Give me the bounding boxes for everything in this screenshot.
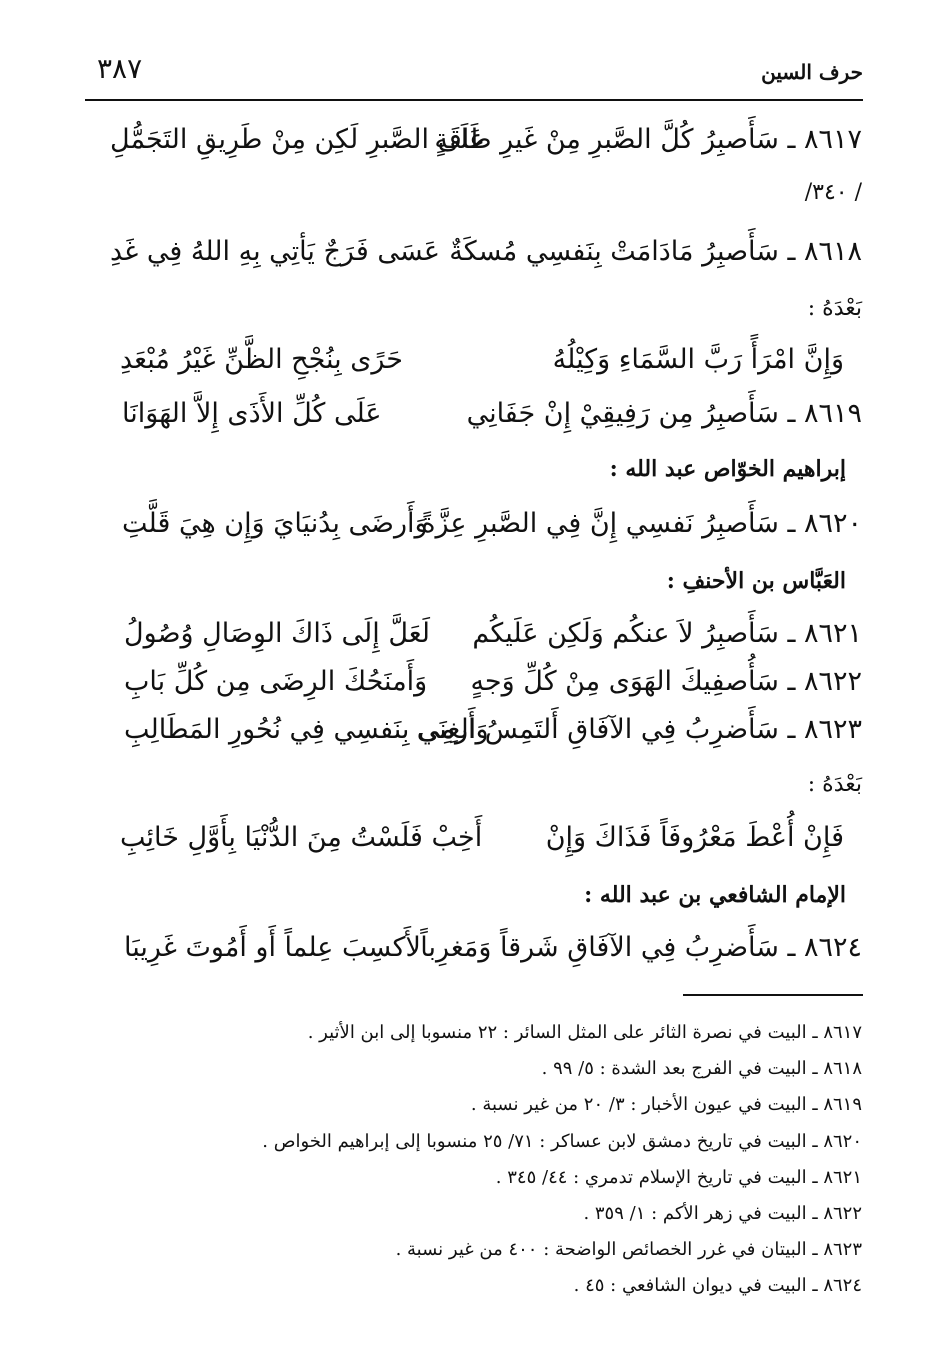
footnote: ٨٦١٨ ـ البيت في الفرج بعد الشدة : ٥/ ٩٩ .: [541, 1058, 862, 1079]
poet-attribution: العَبَّاس بن الأحنفِ :: [666, 568, 846, 594]
footnote: ٨٦٢٢ ـ البيت في زهر الأكم : ١/ ٣٥٩ .: [583, 1203, 862, 1224]
verse-8618-second-hemistich: عَسَى فَرَجٌ يَأتِي بِهِ اللهُ فِي غَدِ: [110, 236, 441, 267]
verse-8624-second-hemistich: لأَكسِبَ عِلماً أَو أَمُوتَ غَرِيبَا: [124, 932, 421, 963]
label-afterward: بَعْدَهُ :: [807, 772, 862, 797]
footnote: ٨٦٢١ ـ البيت في تاريخ الإسلام تدمري : ٤٤/ ٣٤٥ .: [495, 1167, 862, 1188]
verse-8623-second-hemistich: وَأَرمِي بِنَفسِي فِي نُحُورِ المَطَالِبِ: [124, 714, 489, 745]
verse-8621-second-hemistich: لَعَلَّ إِلَى ذَاكَ الوِصَالِ وُصُولُ: [124, 618, 431, 649]
verse-8619-first-hemistich: ٨٦١٩ ـ سَأَصبِرُ مِن رَفِيقِيْ إِنْ جَفَانِي: [466, 398, 862, 429]
verse-8622-second-hemistich: وَأَمنَحُكَ الرِضَى مِن كُلِّ بَابِ: [124, 666, 428, 697]
footnote: ٨٦٢٤ ـ البيت في ديوان الشافعي : ٤٥ .: [573, 1275, 862, 1296]
verse-8621-first-hemistich: ٨٦٢١ ـ سَأَصبِرُ لاَ عنكُم وَلَكِن عَلَيكُم: [472, 618, 862, 649]
verse-8623-first-hemistich: ٨٦٢٣ ـ سَأَضرِبُ فِي الآفَاقِ أَلتَمِسُ الغِنَى: [416, 714, 862, 745]
verse-8622-first-hemistich: ٨٦٢٢ ـ سَأُصفِيكَ الهَوَى مِنْ كُلِّ وَجهٍ: [470, 666, 862, 697]
verse-extra-second-hemistich: حَرًى بِنُجْحِ الظَّنِّ غَيْرُ مُبْعَدِ: [120, 344, 403, 375]
verse-8620-first-hemistich: ٨٦٢٠ ـ سَأَصبِرُ نَفسِي إِنَّ فِي الصَّبرِ عِزَّةً: [421, 508, 862, 539]
verse-8618-first-hemistich: ٨٦١٨ ـ سَأَصبِرُ مَادَامَتْ بِنَفسِي مُسكَةٌ: [449, 236, 862, 267]
page-header: [85, 52, 863, 96]
verse-8617-first-hemistich: ٨٦١٧ ـ سَأَصبِرُ كُلَّ الصَّبرِ مِنْ غَيرِ طَاقَةٍ: [434, 124, 862, 155]
footnote: ٨٦٢٠ ـ البيت في تاريخ دمشق لابن عساكر : ٧١/ ٢٥ منسوبا إلى إبراهيم الخواص .: [262, 1131, 862, 1152]
page-reference: / ٣٤٠/: [804, 180, 862, 205]
page-number: ٣٨٧: [97, 52, 143, 85]
header-rule: [85, 99, 863, 101]
verse-8624-first-hemistich: ٨٦٢٤ ـ سَأَضرِبُ فِي الآفَاقِ شَرقاً وَمَغرِباً: [420, 932, 862, 963]
footnote-rule: [683, 994, 863, 996]
chapter-title: حرف السين: [761, 60, 863, 84]
label-afterward: بَعْدَهُ :: [807, 296, 862, 321]
poet-attribution: الإمام الشافعي بن عبد الله :: [584, 882, 846, 908]
verse-8619-second-hemistich: عَلَى كُلِّ الأَذَى إِلاَّ الهَوَانَا: [122, 398, 382, 429]
verse-8617-second-hemistich: عَلَى الصَّبرِ لَكِن مِنْ طَرِيقِ التَجَمُّلِ: [110, 124, 486, 155]
footnote: ٨٦١٧ ـ البيت في نصرة الثائر على المثل السائر : ٢٢ منسوبا إلى ابن الأثير .: [307, 1022, 862, 1043]
verse-extra-first-hemistich: وَإِنَّ امْرَأً رَبَّ السَّمَاءِ وَكِيْلُهُ: [552, 344, 844, 375]
verse-extra-first-hemistich: فَإِنْ أُعْطَ مَعْرُوفَاً فَذَاكَ وَإِنْ: [545, 822, 844, 853]
poet-attribution: إبراهيم الخوّاص عبد الله :: [609, 456, 846, 482]
footnote: ٨٦١٩ ـ البيت في عيون الأخبار : ٣/ ٢٠ من غير نسبة .: [470, 1094, 862, 1115]
footnote: ٨٦٢٣ ـ البيتان في غرر الخصائص الواضحة : ٤٠٠ من غير نسبة .: [395, 1239, 862, 1260]
verse-extra-second-hemistich: أَخِبْ فَلَسْتُ مِنَ الدُّنْيَا بِأَوَّلِ خَائِبِ: [120, 822, 483, 853]
verse-8620-second-hemistich: وَأَرضَى بِدُنيَايَ وَإِن هِيَ قَلَّتِ: [122, 508, 428, 539]
